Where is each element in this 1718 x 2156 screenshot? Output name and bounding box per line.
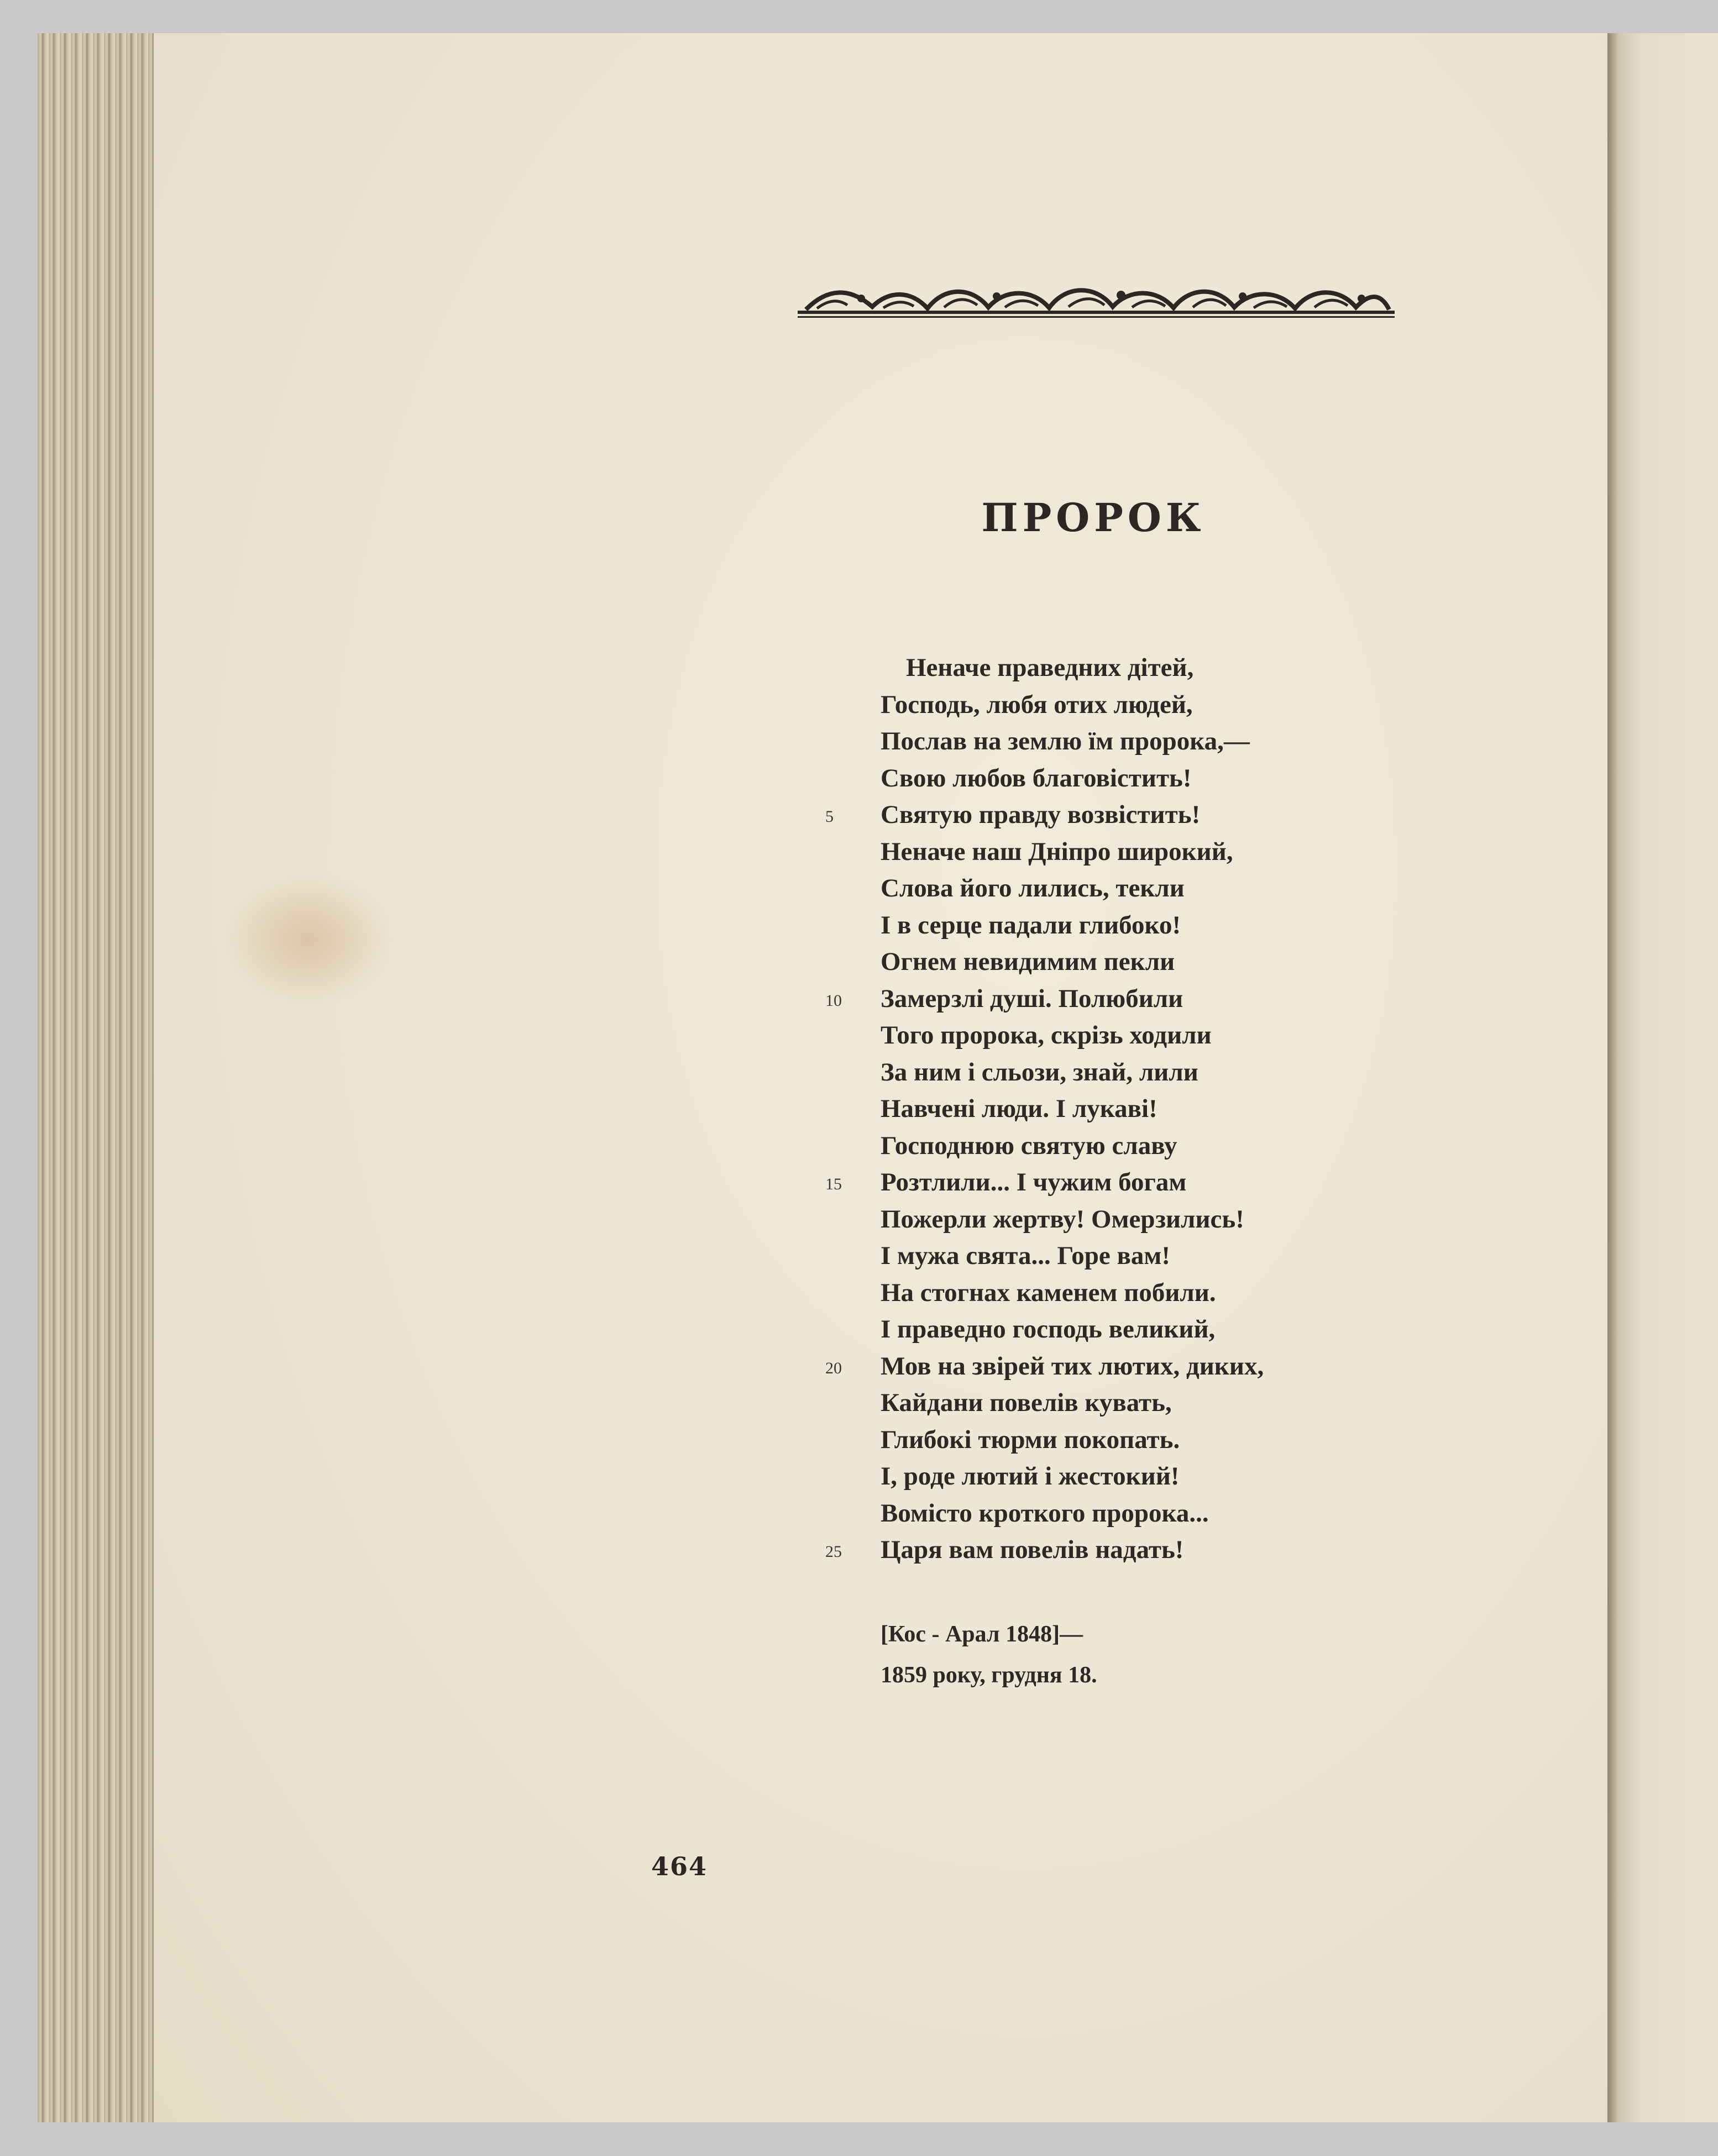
poem-line-text: Пожерли жертву! Омерзились! bbox=[881, 1204, 1244, 1234]
line-number: 25 bbox=[825, 1543, 842, 1561]
poem-body bbox=[825, 649, 1433, 1569]
poem-line-text: Господь, любя отих людей, bbox=[881, 690, 1193, 719]
poem-line bbox=[825, 796, 1433, 833]
poem-line bbox=[881, 907, 1433, 944]
poem-line-text: Того пророка, скрізь ходили bbox=[881, 1021, 1212, 1050]
poem-line bbox=[881, 1311, 1433, 1348]
poem-line-text: Замерзлі душі. Полюбили bbox=[881, 984, 1183, 1013]
page bbox=[154, 33, 1607, 2122]
poem-line bbox=[881, 870, 1433, 907]
poem-line bbox=[881, 1201, 1433, 1238]
poem-line bbox=[881, 1384, 1433, 1421]
poem-line bbox=[881, 760, 1433, 797]
poem-line-text: Навчені люди. І лукаві! bbox=[881, 1094, 1157, 1123]
line-number: 20 bbox=[825, 1358, 842, 1377]
poem-line bbox=[881, 1237, 1433, 1274]
poem-line bbox=[881, 1017, 1433, 1054]
line-number: 15 bbox=[825, 1175, 842, 1193]
poem-line-text: Мов на звірей тих лютих, диких, bbox=[881, 1351, 1264, 1381]
poem-line-text: І в серце падали глибоко! bbox=[881, 910, 1181, 940]
poem-line-text: Огнем невидимим пекли bbox=[881, 947, 1175, 976]
book-scan bbox=[38, 33, 1718, 2122]
line-number: 10 bbox=[825, 991, 842, 1010]
poem-line-text: За ним і сльози, знай, лили bbox=[881, 1057, 1198, 1087]
next-page-gutter bbox=[1607, 33, 1718, 2122]
poem-line bbox=[881, 1274, 1433, 1312]
poem-line-text: Господнюю святую славу bbox=[881, 1131, 1177, 1160]
poem-line bbox=[881, 1054, 1433, 1091]
poem-line-text: І, роде лютий і жестокий! bbox=[881, 1462, 1180, 1491]
poem-line-text: Вомісто кроткого пророка... bbox=[881, 1498, 1209, 1528]
poem-line bbox=[881, 833, 1433, 870]
poem-line bbox=[881, 723, 1433, 760]
poem-line bbox=[881, 649, 1433, 686]
poem-line-text: Послав на землю їм пророка,— bbox=[881, 727, 1250, 756]
poem-line-text: Неначе наш Дніпро широкий, bbox=[881, 837, 1233, 866]
poem-line bbox=[881, 1090, 1433, 1127]
poem-line bbox=[881, 1458, 1433, 1495]
poem-line bbox=[825, 1164, 1433, 1201]
ornament-divider bbox=[795, 276, 1397, 326]
poem-line-text: На стогнах каменем побили. bbox=[881, 1278, 1216, 1307]
dateline bbox=[881, 1614, 1378, 1696]
poem-line bbox=[881, 1421, 1433, 1459]
poem-line-text: І праведно господь великий, bbox=[881, 1315, 1216, 1344]
paper-stain bbox=[226, 873, 391, 1006]
poem-line bbox=[881, 686, 1433, 723]
poem-line-text: Кайдани повелів кувать, bbox=[881, 1388, 1172, 1417]
page-edges bbox=[38, 33, 154, 2122]
dateline-place-year: [Кос - Арал 1848]— bbox=[881, 1622, 1083, 1647]
line-number: 5 bbox=[825, 807, 834, 826]
poem-line bbox=[825, 1348, 1433, 1385]
poem-line bbox=[881, 1495, 1433, 1532]
poem-title: ПРОРОК bbox=[981, 495, 1206, 541]
poem-line bbox=[881, 1127, 1433, 1164]
poem-line bbox=[825, 1531, 1433, 1569]
poem-line-text: Святую правду возвістить! bbox=[881, 800, 1201, 829]
poem-line-text: Свою любов благовістить! bbox=[881, 763, 1192, 793]
poem-line-text: Царя вам повелів надать! bbox=[881, 1535, 1184, 1564]
poem-line bbox=[881, 943, 1433, 980]
dateline-date: 1859 року, грудня 18. bbox=[881, 1662, 1097, 1688]
poem-line-text: Глибокі тюрми покопать. bbox=[881, 1425, 1180, 1454]
poem-line bbox=[825, 980, 1433, 1017]
page-number: 464 bbox=[651, 1851, 708, 1881]
poem-line-text: Слова його лились, текли bbox=[881, 874, 1185, 903]
poem-line-text: І мужа свята... Горе вам! bbox=[881, 1241, 1171, 1270]
poem-line-text: Неначе праведних дітей, bbox=[906, 653, 1194, 682]
poem-line-text: Розтлили... І чужим богам bbox=[881, 1168, 1187, 1197]
